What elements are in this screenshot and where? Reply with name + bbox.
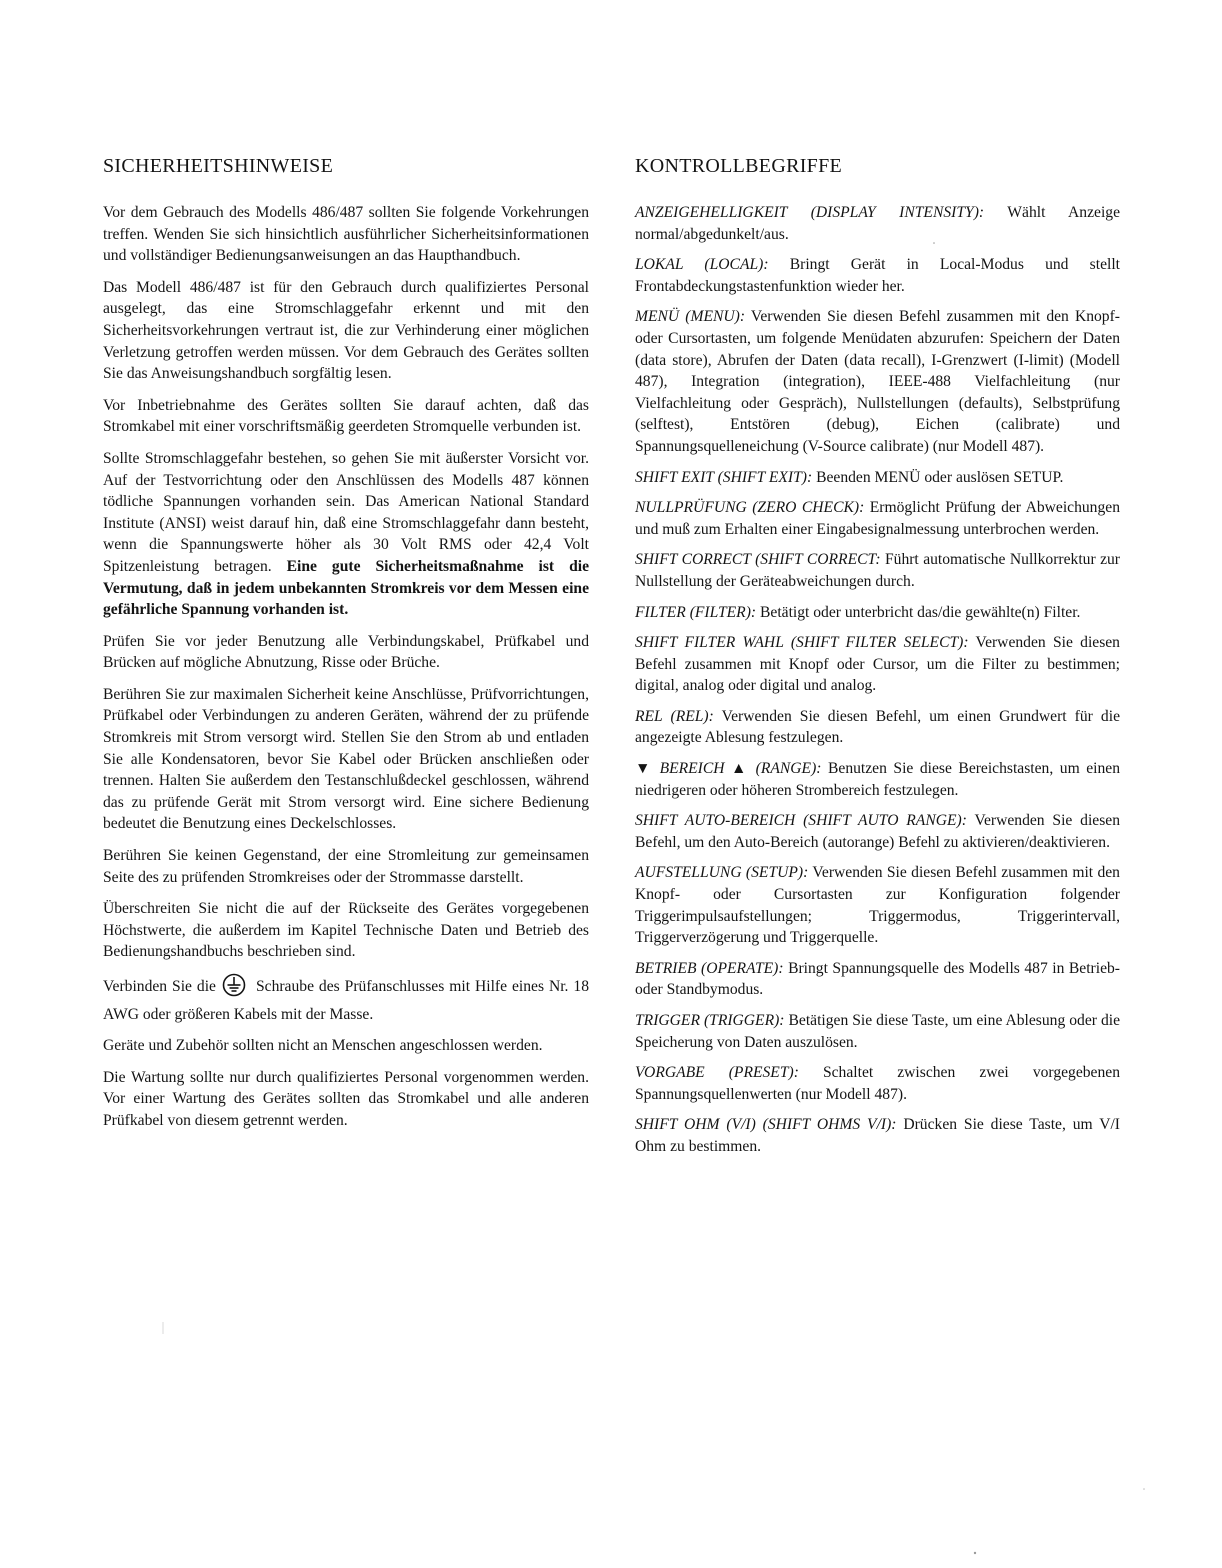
control-description: Benutzen Sie diese Bereichstasten, um einen niedrigeren oder höheren Strombereich festzulegen. xyxy=(635,760,1120,799)
safety-paragraph-4-text: Sollte Stromschlaggefahr bestehen, so gehen Sie mit äußerster Vorsicht vor. Auf der Testvorrichtung oder den Anschlüssen des Modells 487 können tödliche Spannungen vorhanden sein. Das American National Standard Institute (ANSI) weist darauf hin, daß eine Stromschlaggefahr dann besteht, wenn die Spannungswerte höher als 30 Volt RMS oder 42,4 Volt Spitzenleistung betragen. xyxy=(103,449,589,575)
control-term: SHIFT FILTER WAHL (SHIFT FILTER SELECT): xyxy=(635,634,969,652)
control-item xyxy=(635,632,1120,697)
control-item xyxy=(635,549,1120,592)
safety-paragraph-7: Berühren Sie keinen Gegenstand, der eine Stromleitung zur gemeinsamen Seite des zu prüfenden Stromkreises oder der Strommasse darstellt. xyxy=(103,847,589,886)
control-description: Schaltet zwischen zwei vorgegebenen Spannungsquellenwerten (nur Modell 487). xyxy=(635,1064,1120,1103)
control-item xyxy=(635,202,1120,245)
control-item xyxy=(635,1062,1120,1105)
safety-column xyxy=(103,153,589,1142)
safety-paragraph-4 xyxy=(103,448,589,621)
control-description: Verwenden Sie diesen Befehl zusammen mit Knopf oder Cursor, um die Filter zu bestimmen; digital, analog oder digital und analog. xyxy=(635,634,1120,695)
safety-paragraph-9-end: Schraube des Prüfanschlusses mit Hilfe eines Nr. 18 AWG oder größeren Kabels mit der Masse. xyxy=(103,978,589,1023)
safety-paragraph-9 xyxy=(103,973,589,1025)
control-term: TRIGGER (TRIGGER): xyxy=(635,1012,785,1029)
control-term: SHIFT EXIT (SHIFT EXIT): xyxy=(635,468,813,486)
control-description: Verwenden Sie diesen Befehl zusammen mit den Knopf- oder Cursortasten zur Konfiguration folgender Triggerimpulsaufstellungen; Triggermodus, Triggerintervall, Triggerverzögerung und Triggerquelle. xyxy=(635,864,1120,947)
control-term: BETRIEB (OPERATE): xyxy=(635,959,784,977)
control-term: SHIFT OHM (V/I) (SHIFT OHMS V/I): xyxy=(635,1116,897,1134)
control-description: Verwenden Sie diesen Befehl zusammen mit den Knopf- oder Cursortasten, um folgende Menüdaten abzurufen: Speichern der Daten (data store), Abrufen der Daten (data recall), I-Grenzwert (I-limit) (Modell 487), Integration (integration), IEEE-488 Vielfachleitung (nur Vielfachleitung oder Gespräch), Nullstellungen (defaults), Selbstprüfung (selftest), Entstören (debug), Eichen (calibrate) und Spannungsquelleneichung (V-Source calibrate) (nur Modell 487). xyxy=(635,308,1120,455)
control-term: AUFSTELLUNG (SETUP): xyxy=(635,864,809,882)
control-description: Führt automatische Nullkorrektur zur Nullstellung der Geräteabweichungen durch. xyxy=(635,551,1121,590)
safety-paragraph-5: Prüfen Sie vor jeder Benutzung alle Verbindungskabel, Prüfkabel und Brücken auf mögliche Abnutzung, Risse oder Brüche. xyxy=(103,632,589,672)
control-item xyxy=(635,1114,1120,1157)
control-term: ANZEIGEHELLIGKEIT (DISPLAY INTENSITY): xyxy=(635,204,985,221)
control-term: FILTER (FILTER): xyxy=(635,603,757,621)
control-item xyxy=(635,958,1120,1001)
control-item xyxy=(635,1010,1120,1053)
control-description: Verwenden Sie diesen Befehl, um den Auto-Bereich (autorange) Befehl zu aktivieren/deaktivieren. xyxy=(635,812,1120,851)
safety-paragraph-8: Überschreiten Sie nicht die auf der Rückseite des Gerätes vorgegebenen Höchstwerte, die außerdem im Kapitel Technische Daten und Betrieb des Bedienungshandbuchs beschrieben sind. xyxy=(103,900,589,961)
safety-paragraph-9-start: Verbinden Sie die xyxy=(103,978,216,995)
safety-heading: SICHERHEITSHINWEISE xyxy=(103,155,334,177)
safety-paragraph-6: Berühren Sie zur maximalen Sicherheit keine Anschlüsse, Prüfvorrichtungen, Prüfkabel oder Verbindungen zu anderen Geräten, während der zu prüfende Stromkreis mit Strom versorgt wird. Stellen Sie den Strom ab und entladen Sie alle Kondensatoren, bevor Sie Kabel oder Brücken anschließen oder trennen. Halten Sie außerdem den Testanschlußdeckel geschlossen, während das zu prüfende Gerät mit Strom versorgt wird. Eine sichere Bedienung bedeutet die Benutzung eines Deckelschlosses. xyxy=(103,685,589,833)
control-term: VORGABE (PRESET): xyxy=(635,1064,799,1082)
control-term: LOKAL (LOCAL): xyxy=(635,256,769,274)
control-term: ▼ BEREICH ▲ (RANGE): xyxy=(635,760,822,778)
control-item xyxy=(635,467,1120,489)
safety-paragraph-11: Die Wartung sollte nur durch qualifiziertes Personal vorgenommen werden. Vor einer Wartung des Gerätes sollten das Stromkabel und alle anderen Prüfkabel von diesem getrennt werden. xyxy=(103,1068,589,1129)
control-description: Verwenden Sie diesen Befehl, um einen Grundwert für die angezeigte Ablesung festzulegen. xyxy=(635,707,1120,747)
control-description: Betätigt oder unterbricht das/die gewählte(n) Filter. xyxy=(756,603,1081,621)
control-term: MENÜ (MENU): xyxy=(635,308,746,326)
control-description: Bringt Spannungsquelle des Modells 487 in Betrieb- oder Standbymodus. xyxy=(635,959,1120,999)
safety-paragraph-2: Das Modell 486/487 ist für den Gebrauch durch qualifiziertes Personal ausgelegt, das eine Stromschlaggefahr erkennt und mit den Sicherheitsvorkehrungen vertraut ist, die zur Verhinderung einer möglichen Verletzung getroffen werden müssen. Vor dem Gebrauch des Gerätes sollten Sie das Anweisungshandbuch sorgfältig lesen. xyxy=(103,278,589,383)
control-term: NULLPRÜFUNG (ZERO CHECK): xyxy=(635,499,865,517)
control-term: SHIFT AUTO-BEREICH (SHIFT AUTO RANGE): xyxy=(635,812,967,830)
control-description: Wählt Anzeige normal/abgedunkelt/aus. xyxy=(635,204,1120,243)
control-description: Ermöglicht Prüfung der Abweichungen und muß zum Erhalten einer Eingabesignalmessung unterbrochen werden. xyxy=(635,499,1120,538)
control-item xyxy=(635,306,1120,457)
safety-paragraph-3: Vor Inbetriebnahme des Gerätes sollten Sie darauf achten, daß das Stromkabel mit einer vorschriftsmäßig geerdeten Stromquelle verbunden ist. xyxy=(103,396,589,436)
ground-symbol-icon xyxy=(222,973,246,1004)
safety-paragraph-10: Geräte und Zubehör sollten nicht an Menschen angeschlossen werden. xyxy=(103,1037,543,1055)
control-item xyxy=(635,706,1120,749)
control-item xyxy=(635,810,1120,853)
control-term: SHIFT CORRECT (SHIFT CORRECT: xyxy=(635,551,881,569)
control-description: Betätigen Sie diese Taste, um eine Ablesung oder die Speicherung von Daten auszulösen. xyxy=(635,1012,1121,1051)
controls-heading: KONTROLLBEGRIFFE xyxy=(635,155,843,177)
control-item xyxy=(635,254,1120,297)
control-item xyxy=(635,862,1120,948)
control-description: Beenden MENÜ oder auslösen SETUP. xyxy=(812,468,1064,486)
control-item xyxy=(635,602,1120,624)
control-item xyxy=(635,758,1120,801)
control-term: REL (REL): xyxy=(635,707,714,725)
control-item xyxy=(635,497,1120,540)
control-description: Drücken Sie diese Taste, um V/I Ohm zu bestimmen. xyxy=(635,1116,1120,1155)
control-description: Bringt Gerät in Local-Modus und stellt Frontabdeckungstastenfunktion wieder her. xyxy=(635,256,1120,295)
controls-column xyxy=(635,153,1120,1167)
safety-paragraph-1: Vor dem Gebrauch des Modells 486/487 sollten Sie folgende Vorkehrungen treffen. Wenden Sie sich hinsichtlich ausführlicher Sicherheitsinformationen und vollständiger Bedienungsanweisungen an das Haupthandbuch. xyxy=(103,204,589,265)
safety-paragraph-4-emphasis: Eine gute Sicherheitsmaßnahme ist die Vermutung, daß in jedem unbekannten Stromkreis vor dem Messen eine gefährliche Spannung vorhanden ist. xyxy=(103,557,590,619)
